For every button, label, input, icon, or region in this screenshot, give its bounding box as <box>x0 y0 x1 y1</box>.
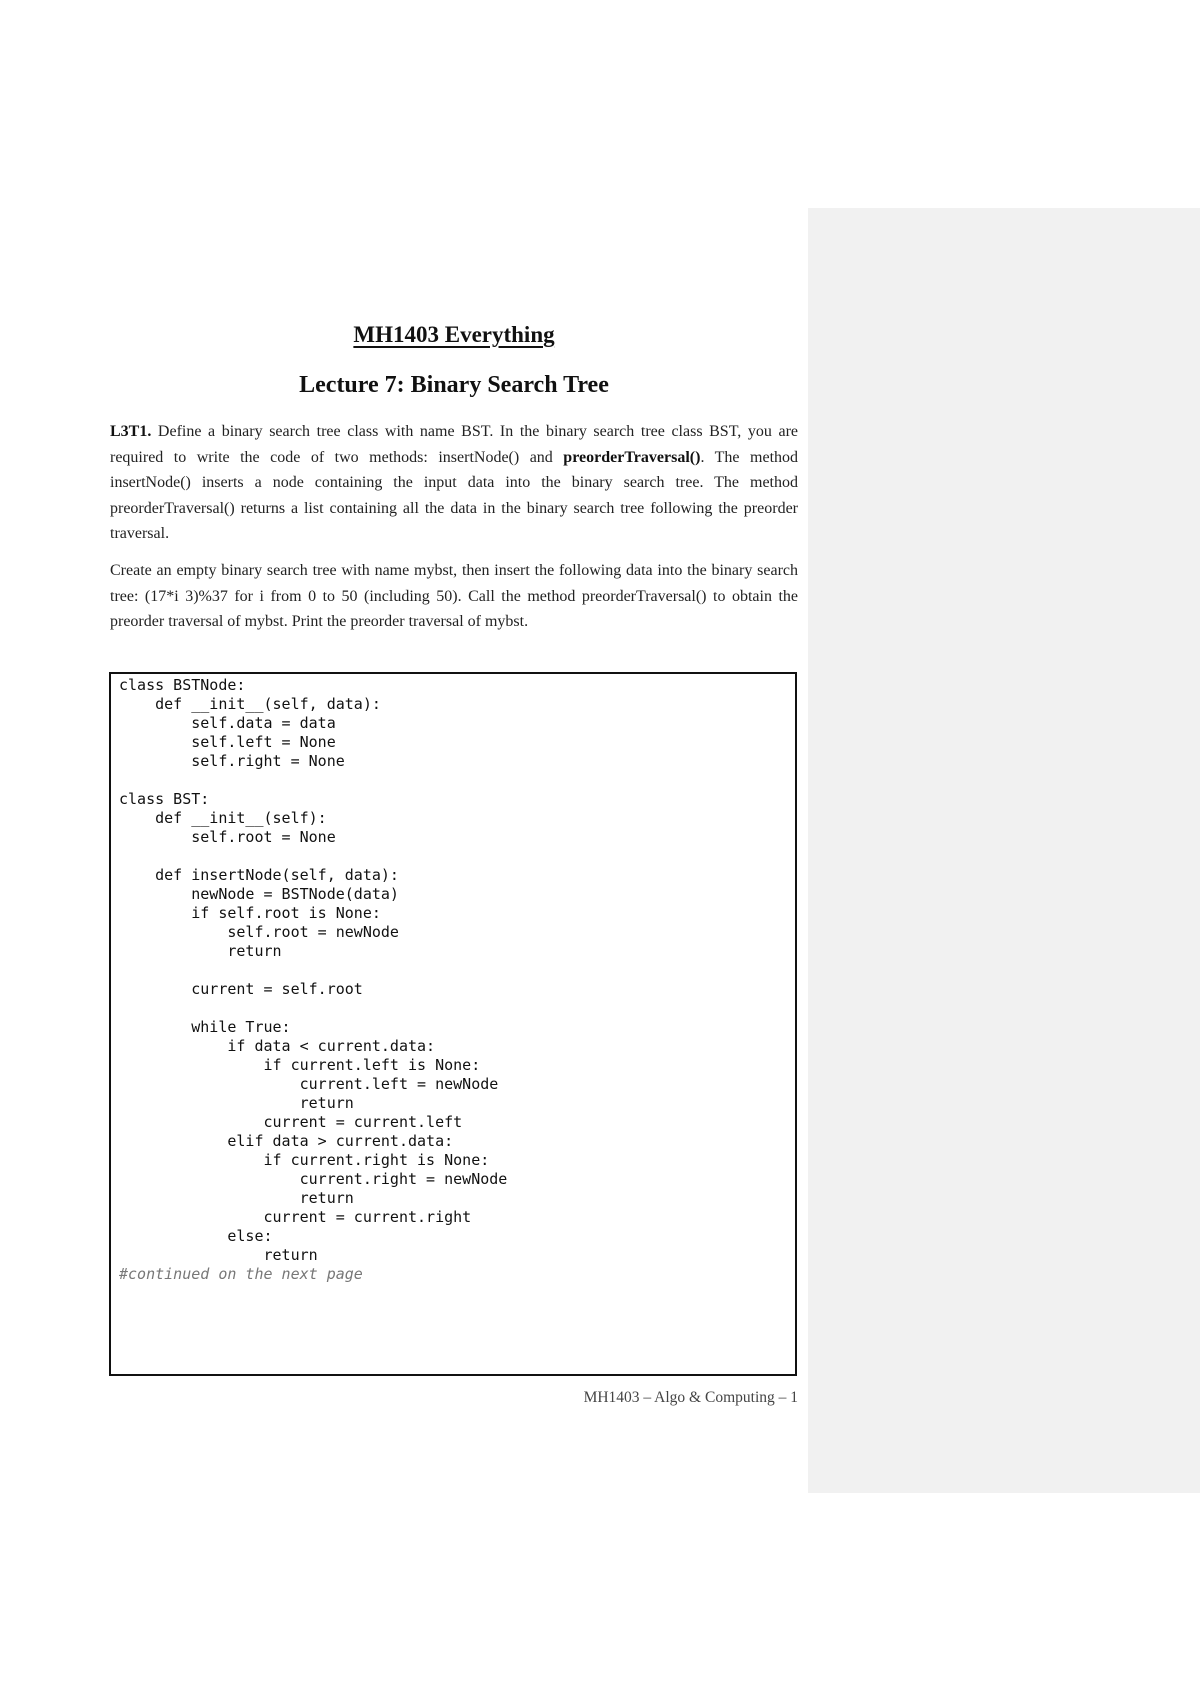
code-comment: #continued on the next page <box>119 1265 363 1283</box>
code-block <box>109 672 797 1376</box>
task-instructions: Create an empty binary search tree with name mybst, then insert the following data into the binary search tree: (17*i 3)%37 for i from 0 to 50 (including 50). Call the method preorderTraversal() to obtain the preorder traversal of mybst. Print the preorder traversal of mybst. <box>110 562 798 630</box>
lecture-title: Lecture 7: Binary Search Tree <box>299 372 609 398</box>
document-title: MH1403 Everything <box>353 322 555 347</box>
comment-margin-panel <box>808 208 1200 1493</box>
task-label: L3T1. <box>110 423 152 440</box>
task-description <box>110 419 798 547</box>
task-text-part1: Define a binary search tree class with name BST. In the binary search tree class BST, you are required to write the code of two methods: insertNode() and <box>110 423 798 466</box>
task-text-part2: . The method insertNode() inserts a node containing the input data into the binary search tree. The method preorderTraversal() returns a list containing all the data in the binary search tree following the preorder traversal. <box>110 448 799 542</box>
code-listing: class BSTNode: def __init__(self, data): self.data = data self.left = None self.right = None class BST: def __init__(self): self.root = None def insertNode(self, data): newNode = BSTNode(data) if self.root is None: self.root = newNode return current = self.root while True: if data < current.data: if current.left is None: current.left = newNode return current = current.left elif data > current.data: if current.right is None: current.right = newNode return current = current.right else: return <box>119 676 508 1264</box>
task-bold-method: preorderTraversal() <box>563 448 701 466</box>
page-footer: MH1403 – Algo & Computing – 1 <box>583 1389 798 1406</box>
